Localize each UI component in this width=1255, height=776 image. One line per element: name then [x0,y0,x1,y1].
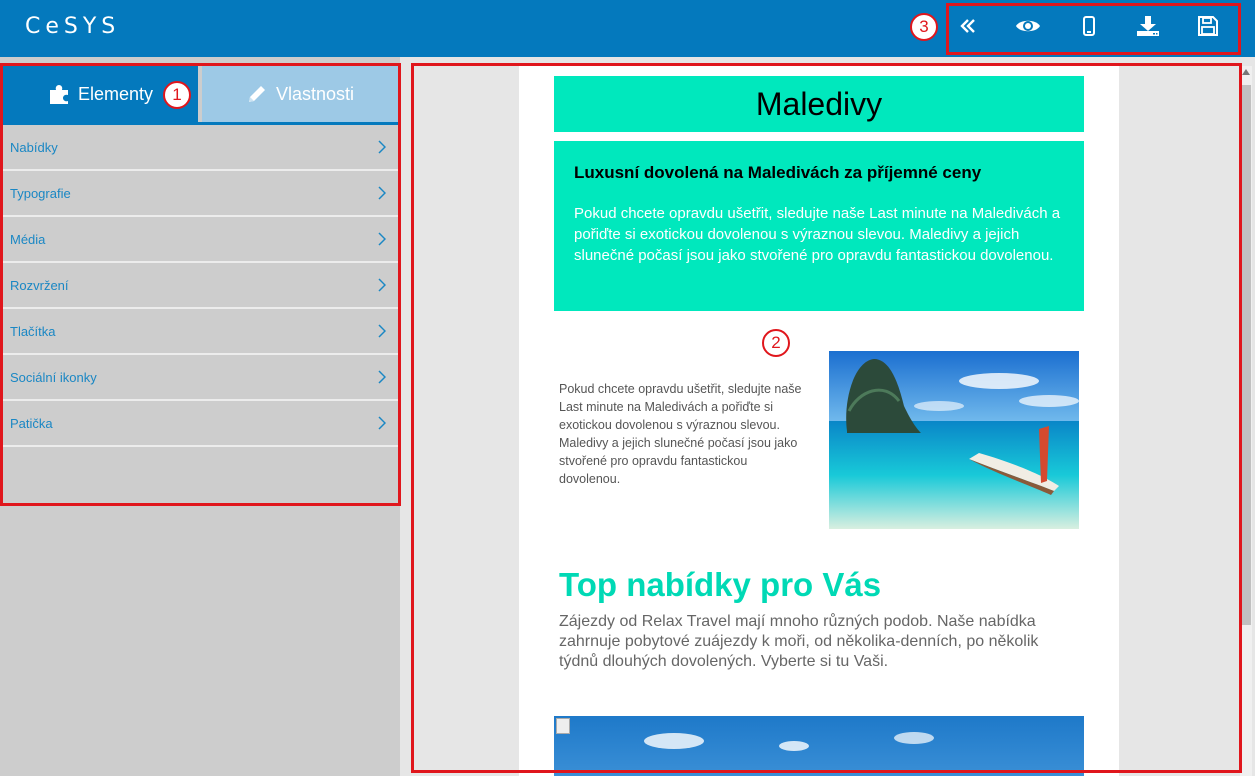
sidebar-item-label: Patička [10,415,53,431]
sidebar-item-label: Sociální ikonky [10,369,97,385]
chevron-double-left-icon [959,18,977,34]
annotation-badge-2: 2 [762,329,790,357]
canvas-highlight [411,63,1242,773]
annotation-badge-1: 1 [163,81,191,109]
sidebar-item-label: Rozvržení [10,277,69,293]
email-section-heading[interactable]: Top nabídky pro Vás [559,566,882,603]
sidebar-item-label: Tlačítka [10,323,56,339]
email-section-text[interactable]: Zájezdy od Relax Travel mají mnoho různých podob. Naše nabídka zahrnuje pobytové zuájezdy k moři, od několika-denních, po několik týdnů dlouhých dovolených. Vyberte si tu Vaši. [559,613,1039,670]
tab-vlastnosti-label: Vlastnosti [275,83,355,104]
tab-elementy-label: Elementy [77,83,154,104]
email-card-text: Pokud chcete opravdu ušetřit, sledujte naše Last minute na Maledivách a pořiďte si exotickou dovolenou s výraznou slevou. Maledivy a jejich slunečné počasí jsou jako stvořené pro opravdu fantastickou dovolenou. [574,205,1061,264]
sidebar-item-label: Média [10,231,46,247]
email-card-heading: Luxusní dovolená na Maledivách za příjemné ceny [574,163,982,182]
eye-icon [1015,17,1041,35]
collapse-button[interactable] [952,10,984,42]
sidebar-item-label: Typografie [10,185,71,201]
scrollbar-thumb[interactable] [1241,85,1251,625]
floppy-disk-icon [1197,15,1219,37]
mobile-icon [1083,16,1095,36]
save-button[interactable] [1192,10,1224,42]
left-panel-highlight [0,63,401,506]
email-column-text[interactable]: Pokud chcete opravdu ušetřit, sledujte naše Last minute na Maledivách a pořiďte si exotickou dovolenou s výraznou slevou. Maledivy a jejich slunečné počasí jsou jako stvořené pro opravdu fantastickou dovolenou. [559,382,802,486]
download-button[interactable] [1132,10,1164,42]
download-icon [1136,15,1160,37]
sidebar-item-label: Nabídky [10,139,58,155]
email-title[interactable]: Maledivy [554,76,1084,132]
preview-button[interactable] [1012,10,1044,42]
mobile-view-button[interactable] [1073,10,1105,42]
scroll-up-icon[interactable] [1242,69,1250,75]
app-logo: CeSYS [25,14,121,39]
annotation-badge-3: 3 [910,13,938,41]
